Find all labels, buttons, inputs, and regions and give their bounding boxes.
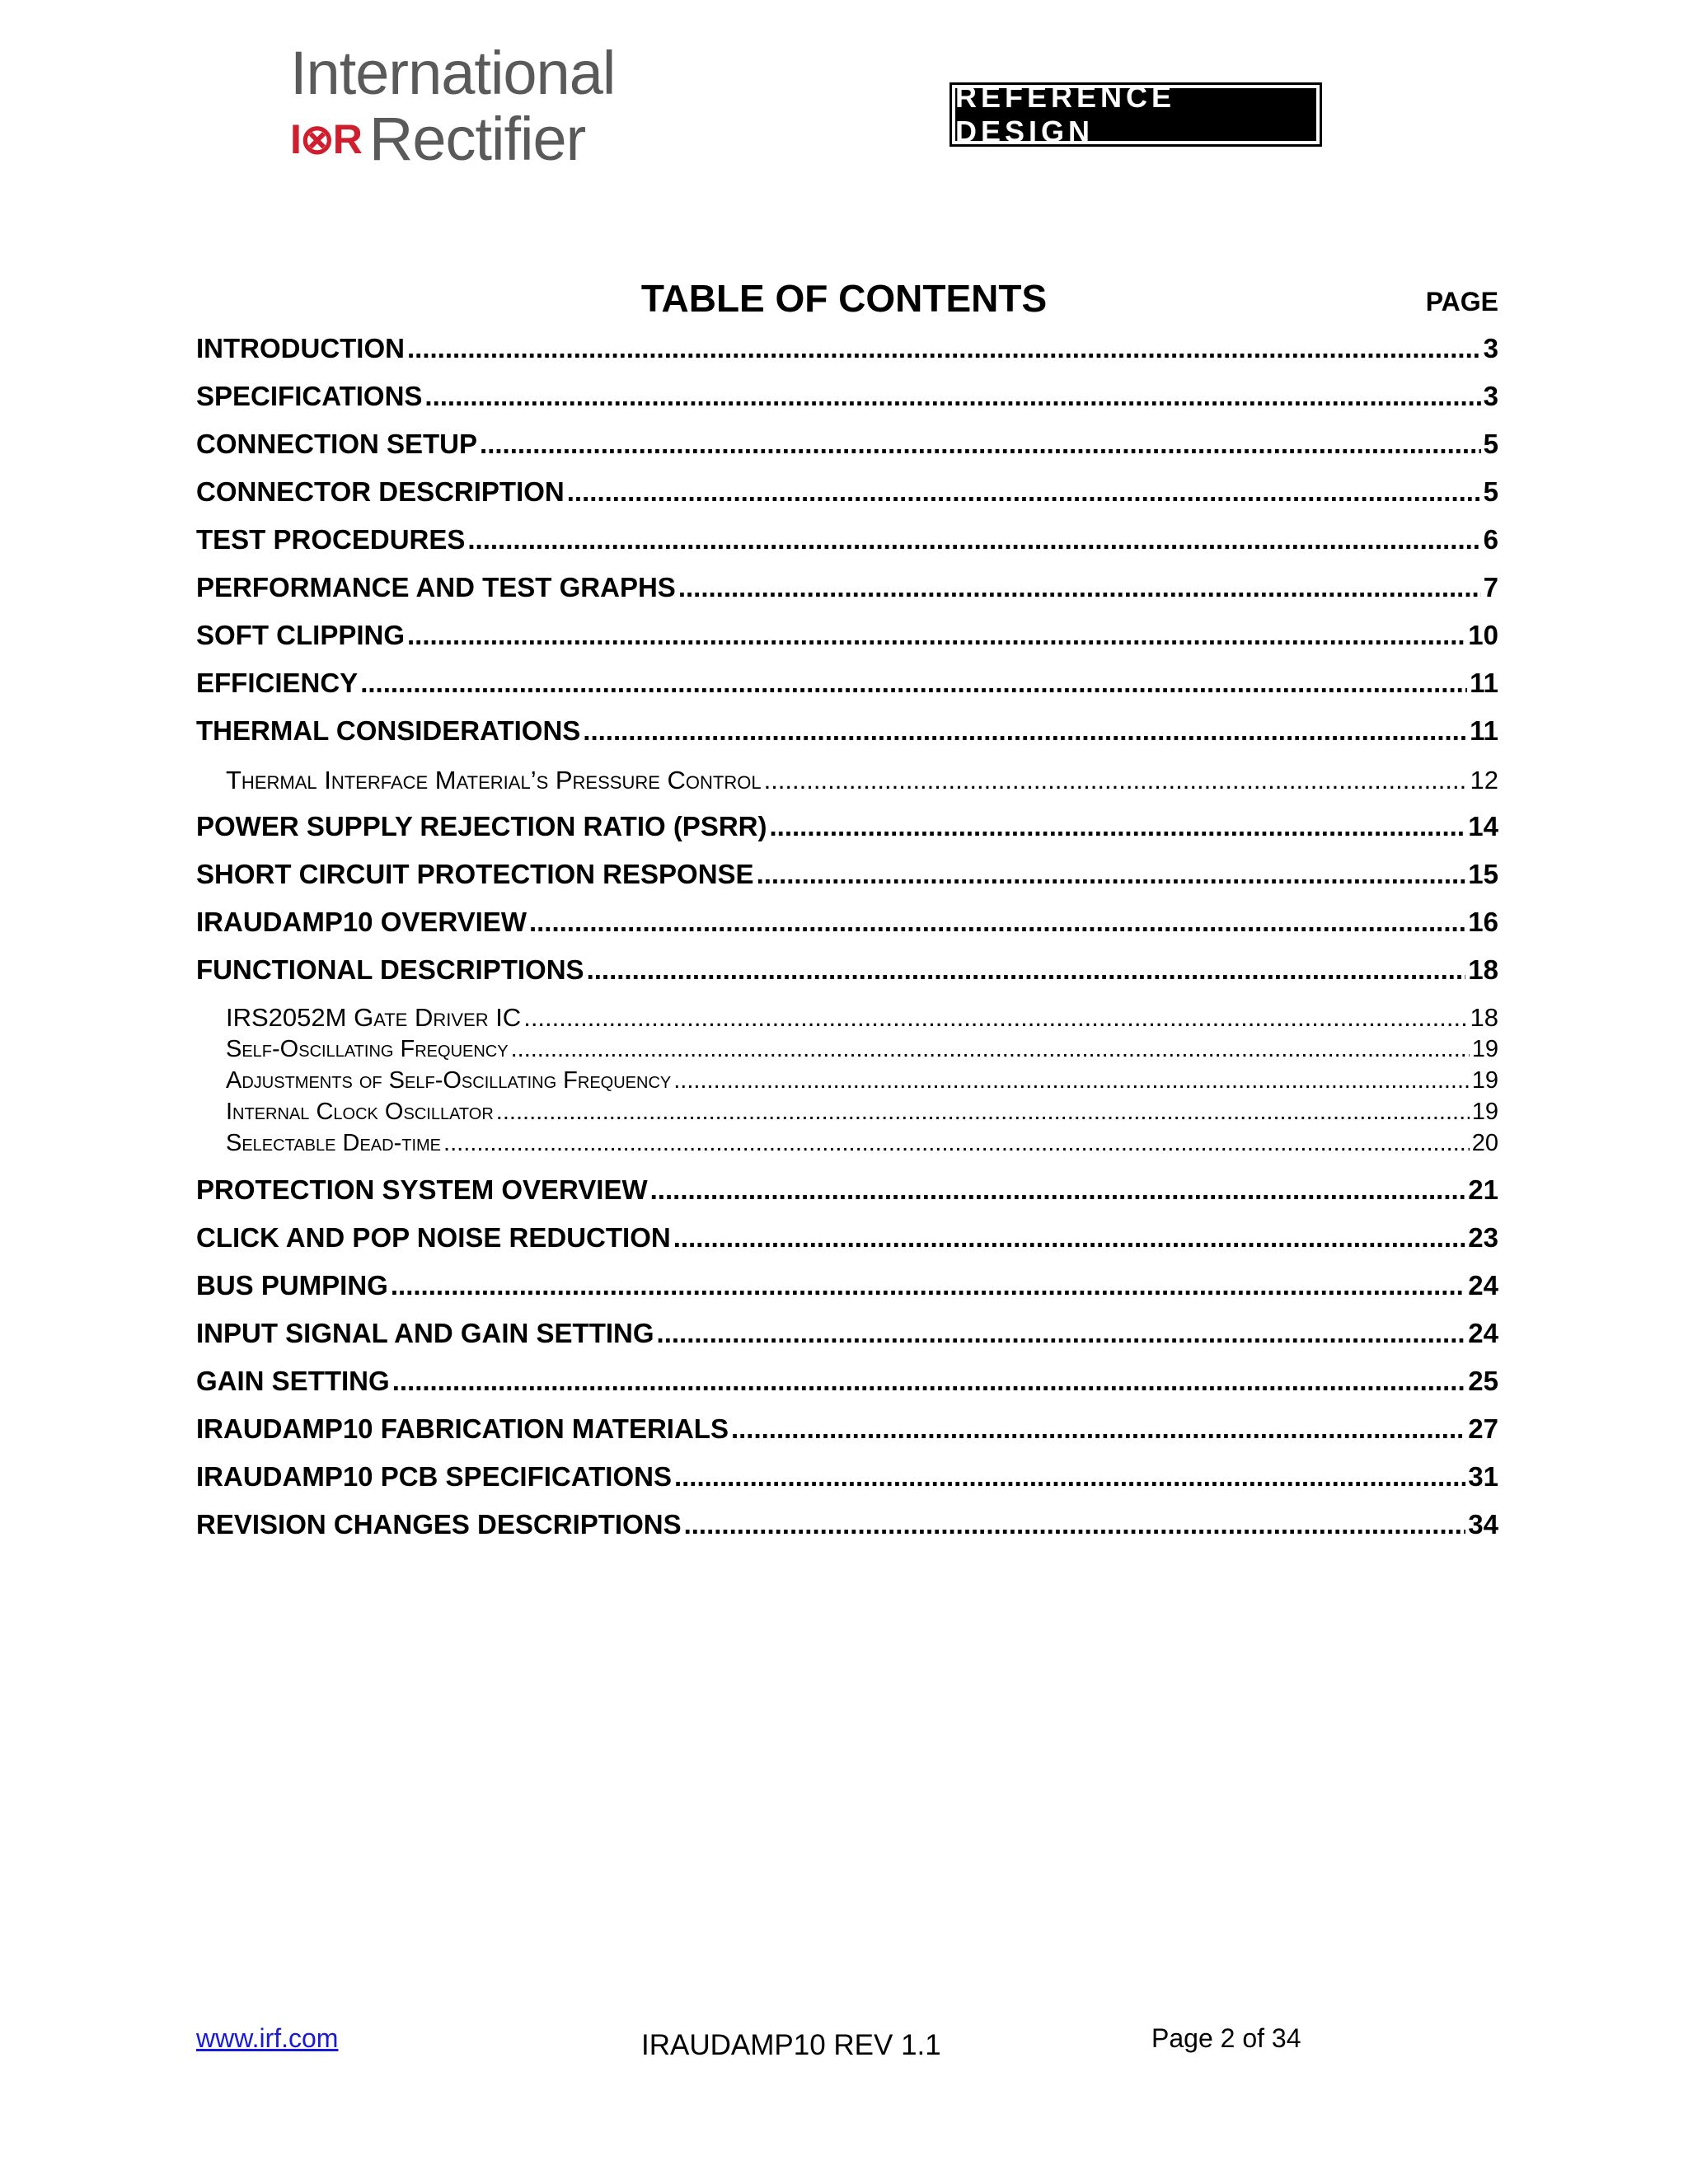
toc-page-column-header: PAGE [1425,287,1498,316]
toc-entry-page: 5 [1483,476,1498,507]
toc-entry-label: INPUT SIGNAL AND GAIN SETTING [196,1318,654,1348]
logo-mark: I⊗R [290,116,361,162]
toc-leader-dots [567,475,1481,509]
toc-entry-label: BUS PUMPING [196,1270,388,1301]
toc-entry-label: IRAUDAMP10 OVERVIEW [196,907,527,937]
toc-leader-dots [769,809,1465,844]
toc-entry-page: 15 [1468,859,1498,889]
toc-entry-label: SPECIFICATIONS [196,381,423,411]
toc-entry-page: 24 [1468,1270,1498,1301]
toc-entry-page: 5 [1483,429,1498,459]
toc-leader-dots [587,953,1466,987]
toc-entry-label: CONNECTION SETUP [196,429,478,459]
toc-entry-page: 11 [1470,668,1498,698]
toc-subentry[interactable] [226,1128,1498,1158]
toc-entry-page: 23 [1468,1222,1498,1253]
document-revision: IRAUDAMP10 REV 1.1 [641,2029,941,2061]
toc-entry[interactable] [196,523,1498,557]
toc-entry[interactable] [196,1173,1498,1207]
toc-entry[interactable] [196,666,1498,701]
toc-entry-label: CLICK AND POP NOISE REDUCTION [196,1222,671,1253]
toc-leader-dots [674,1460,1465,1494]
toc-leader-dots [480,427,1481,462]
toc-leader-dots [511,1034,1470,1064]
toc-entry[interactable] [196,331,1498,366]
toc-entry-page: 31 [1468,1461,1498,1492]
toc-leader-dots [657,1316,1466,1351]
toc-leader-dots [678,570,1481,605]
toc-leader-dots [583,714,1467,748]
toc-subentry-label: Self-Oscillating Frequency [226,1036,509,1062]
toc-entry[interactable] [196,857,1498,892]
toc-entry-page: 24 [1468,1318,1498,1348]
toc-leader-dots [407,618,1465,653]
toc-subentry-label: Adjustments of Self-Oscillating Frequency [226,1067,672,1094]
toc-leader-dots [407,331,1481,366]
toc-entry[interactable] [196,1460,1498,1494]
toc-entry-page: 3 [1483,333,1498,363]
toc-entry-page: 10 [1468,620,1498,650]
toc-subentry-page: 19 [1471,1067,1498,1094]
toc-subentry-label: Thermal Interface Material’s Pressure Control [226,766,762,794]
website-link[interactable]: www.irf.com [196,2023,339,2053]
toc-entry[interactable] [196,714,1498,748]
toc-leader-dots [673,1066,1469,1095]
reference-design-label: REFERENCE DESIGN [955,88,1316,141]
toc-subentry[interactable] [226,1097,1498,1127]
logo-lower-line [290,105,586,173]
toc-leader-dots [443,1128,1470,1158]
toc-entry[interactable] [196,570,1498,605]
toc-leader-dots [684,1507,1466,1542]
toc-entry-page: 16 [1468,907,1498,937]
toc-leader-dots [467,523,1480,557]
toc-entry[interactable] [196,427,1498,462]
toc-entry[interactable] [196,1268,1498,1303]
toc-entry-label: CONNECTOR DESCRIPTION [196,476,565,507]
toc-entry[interactable] [196,618,1498,653]
toc-entry-page: 3 [1483,381,1498,411]
toc-entry-label: PERFORMANCE AND TEST GRAPHS [196,572,676,602]
page-number: Page 2 of 34 [1151,2023,1301,2053]
toc-entry-label: TEST PROCEDURES [196,524,466,555]
toc-entry[interactable] [196,809,1498,844]
toc-entry[interactable] [196,1316,1498,1351]
reference-design-badge [950,82,1322,147]
toc-subentry[interactable] [226,1066,1498,1095]
toc-entry-page: 18 [1468,954,1498,985]
toc-subentry-label: Internal Clock Oscillator [226,1099,494,1125]
toc-entry-page: 6 [1483,524,1498,555]
toc-entry-label: PROTECTION SYSTEM OVERVIEW [196,1174,648,1205]
toc-leader-dots [360,666,1467,701]
toc-entry-label: IRAUDAMP10 PCB SPECIFICATIONS [196,1461,672,1492]
toc-leader-dots [757,857,1466,892]
toc-entry[interactable] [196,1412,1498,1446]
toc-entry-page: 11 [1470,715,1498,746]
toc-entry-page: 25 [1468,1366,1498,1396]
toc-entry-label: FUNCTIONAL DESCRIPTIONS [196,954,584,985]
toc-entry-page: 7 [1483,572,1498,602]
company-logo [290,39,616,173]
toc-entry[interactable] [196,953,1498,987]
toc-entry-label: SOFT CLIPPING [196,620,406,650]
toc-subentry[interactable] [226,1034,1498,1064]
logo-text-rectifier: Rectifier [368,105,586,173]
toc-leader-dots [650,1173,1466,1207]
toc-entry[interactable] [196,1221,1498,1255]
toc-subentry-page: 19 [1471,1036,1498,1062]
toc-leader-dots [392,1364,1466,1399]
toc-title: TABLE OF CONTENTS [640,277,1048,320]
toc-subentry-label: Selectable Dead-time [226,1130,442,1156]
toc-subentry[interactable] [226,765,1498,796]
toc-subentry[interactable] [226,1002,1498,1033]
toc-entry-label: THERMAL CONSIDERATIONS [196,715,581,746]
toc-leader-dots [764,765,1468,796]
toc-entry-label: INTRODUCTION [196,333,405,363]
toc-entry-label: REVISION CHANGES DESCRIPTIONS [196,1509,682,1540]
toc-leader-dots [529,905,1465,940]
toc-entry-label: SHORT CIRCUIT PROTECTION RESPONSE [196,859,754,889]
toc-entry-page: 14 [1468,811,1498,841]
toc-leader-dots [731,1412,1465,1446]
toc-entry[interactable] [196,1364,1498,1399]
toc-leader-dots [523,1002,1467,1033]
toc-entry-page: 34 [1468,1509,1498,1540]
toc-entry-label: IRAUDAMP10 FABRICATION MATERIALS [196,1413,729,1444]
toc-entry[interactable] [196,1507,1498,1542]
toc-entry[interactable] [196,379,1498,414]
toc-entry-label: GAIN SETTING [196,1366,390,1396]
toc-entry-label: POWER SUPPLY REJECTION RATIO (PSRR) [196,811,767,841]
toc-entry-page: 27 [1468,1413,1498,1444]
toc-leader-dots [424,379,1480,414]
toc-entry-label: EFFICIENCY [196,668,359,698]
toc-subentry-page: 19 [1471,1099,1498,1125]
logo-text-international: International [290,39,616,107]
toc-leader-dots [496,1097,1470,1127]
toc-subentry-page: 20 [1471,1130,1498,1156]
toc-entry[interactable] [196,475,1498,509]
toc-subentry-page: 12 [1470,766,1498,794]
toc-subentry-label: IRS2052M Gate Driver IC [226,1003,522,1032]
toc-entry-page: 21 [1468,1174,1498,1205]
toc-entry[interactable] [196,905,1498,940]
toc-leader-dots [391,1268,1465,1303]
toc-subentry-page: 18 [1470,1003,1498,1032]
toc-leader-dots [673,1221,1466,1255]
